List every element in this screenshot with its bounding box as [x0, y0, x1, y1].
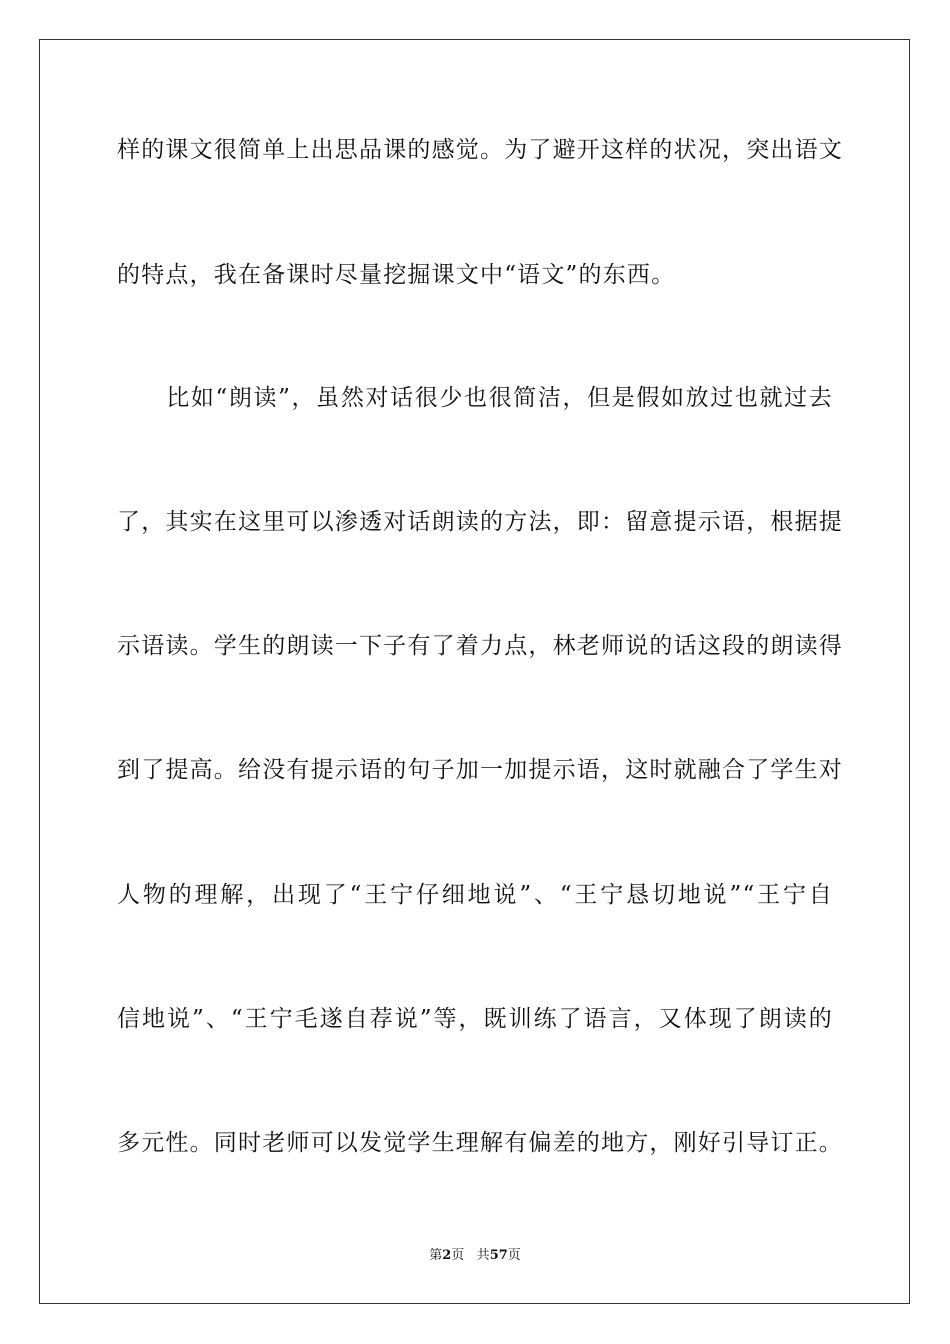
footer-page-suffix: 页	[451, 1248, 465, 1263]
page-border	[39, 39, 910, 1304]
paragraph-line-7: 人物的理解，出现了“王宁仔细地说”、“王宁恳切地说”“王宁自	[117, 882, 833, 908]
footer-total-prefix: 共	[476, 1248, 490, 1263]
footer-page-prefix: 第	[429, 1248, 443, 1263]
page-footer	[0, 1247, 950, 1265]
paragraph-line-4: 了，其实在这里可以渗透对话朗读的方法，即：留意提示语，根据提	[117, 509, 843, 535]
paragraph-line-5: 示语读。学生的朗读一下子有了着力点，林老师说的话这段的朗读得	[117, 633, 843, 659]
paragraph-line-9: 多元性。同时老师可以发觉学生理解有偏差的地方，刚好引导订正。	[117, 1130, 843, 1156]
footer-page-number: 2	[442, 1248, 452, 1263]
footer-total-pages: 57	[489, 1248, 508, 1263]
paragraph-line-8: 信地说”、“王宁毛遂自荐说”等，既训练了语言，又体现了朗读的	[117, 1006, 833, 1032]
paragraph-line-3: 比如“朗读”，虽然对话很少也很简洁，但是假如放过也就过去	[117, 385, 833, 411]
footer-total-suffix: 页	[507, 1248, 521, 1263]
paragraph-line-1: 样的课文很简单上出思品课的感觉。为了避开这样的状况，突出语文	[117, 137, 843, 163]
paragraph-line-2: 的特点，我在备课时尽量挖掘课文中“语文”的东西。	[117, 262, 676, 288]
paragraph-line-6: 到了提高。给没有提示语的句子加一加提示语，这时就融合了学生对	[117, 757, 843, 783]
